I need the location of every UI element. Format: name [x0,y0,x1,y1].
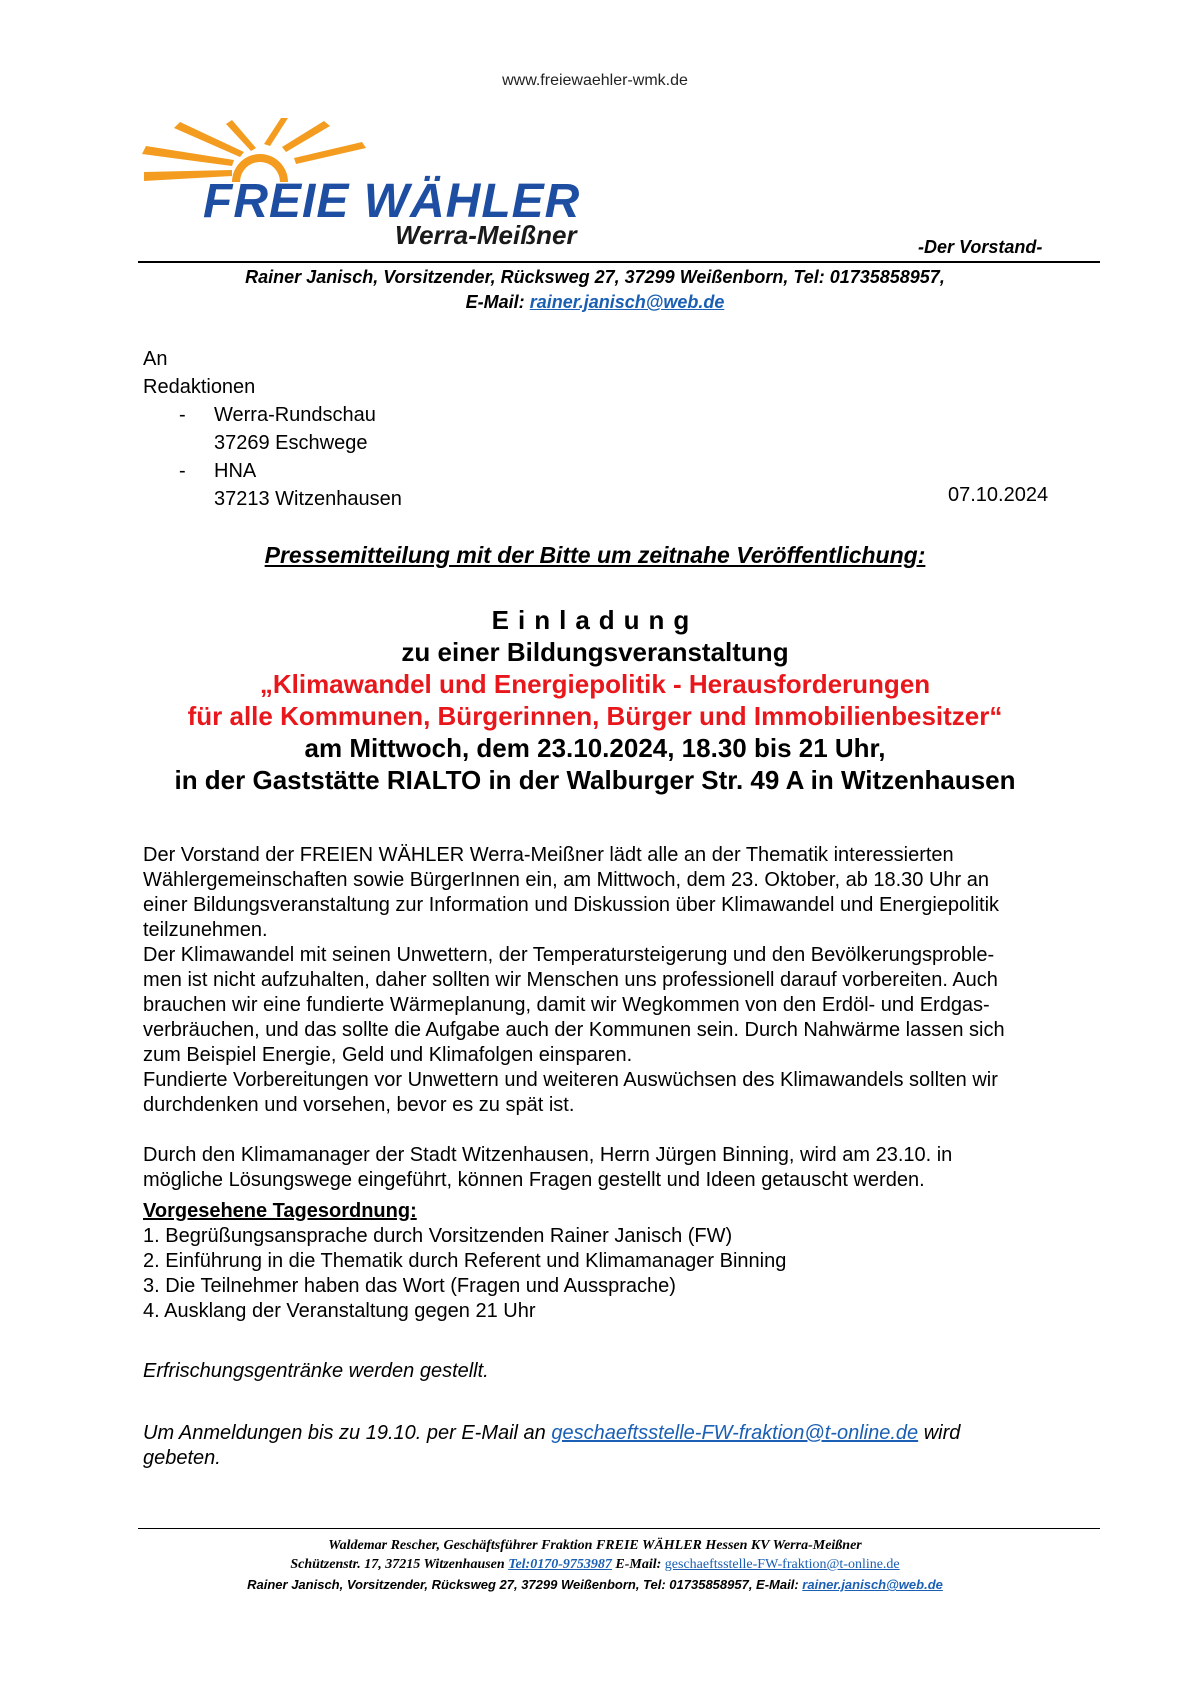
freie-waehler-logo [140,118,620,248]
agenda-heading: Vorgesehene Tagesordnung: [143,1200,417,1222]
footer-line-3 [0,1577,1190,1592]
invitation-heading: Einladung [491,605,699,635]
text-line: Durch den Klimamanager der Stadt Witzenhausen, Herrn Jürgen Binning, wird am 23.10. in [143,1144,953,1166]
recipient-name: Werra-Rundschau [214,404,376,426]
press-release-heading: Pressemitteilung mit der Bitte um zeitnahe Veröffentlichung: [264,542,926,568]
logo-title: FREIE WÄHLER [203,175,581,228]
text-line: Der Klimawandel mit seinen Unwettern, der Temperatursteigerung und den Bevölkerungsproble- [143,944,995,966]
agenda-item: 2. Einführung in die Thematik durch Referent und Klimamanager Binning [143,1250,787,1272]
text-line: men ist nicht aufzuhalten, daher sollten wir Menschen uns professionell darauf vorbereiten. Auch [143,969,998,991]
event-date-line: am Mittwoch, dem 23.10.2024, 18.30 bis 21 Uhr, [304,733,886,763]
recipients-block [143,345,1063,513]
registration-email-link[interactable]: geschaeftsstelle-FW-fraktion@t-online.de [551,1422,919,1444]
recipient-city-row [143,429,1063,457]
agenda-list [143,1224,1103,1324]
footer-email-label: E-Mail: [615,1557,662,1572]
footer-contact-email-link[interactable]: rainer.janisch@web.de [802,1577,943,1592]
logo-subtitle: Werra-Meißner [395,220,577,250]
registration-prefix: Um Anmeldungen bis zu 19.10. per E-Mail an [143,1422,546,1444]
text-line: einer Bildungsveranstaltung zur Information und Diskussion über Klimawandel und Energiepolitik [143,894,1000,916]
recipient-item [143,401,1063,429]
topic-title-line2: für alle Kommunen, Bürgerinnen, Bürger und Immobilienbesitzer“ [187,701,1003,731]
registration-line-2: gebeten. [143,1447,221,1469]
recipient-item [143,457,1063,485]
header-divider [138,261,1100,263]
header-email-label: E-Mail: [465,292,525,312]
footer-contact-text: Rainer Janisch, Vorsitzender, Rücksweg 27, 37299 Weißenborn, Tel: 01735858957, E-Mail: [247,1577,799,1592]
header-contact-line: Rainer Janisch, Vorsitzender, Rücksweg 27, 37299 Weißenborn, Tel: 01735858957, [245,267,945,287]
footer-address: Schützenstr. 17, 37215 Witzenhausen [290,1557,505,1572]
body-paragraph-2 [143,1143,1103,1193]
text-line: Wählergemeinschaften sowie BürgerInnen ein, am Mittwoch, dem 23. Oktober, ab 18.30 Uhr an [143,869,990,891]
body-paragraph-1 [143,843,1103,1118]
recipient-to: An [143,348,168,370]
agenda-item: 3. Die Teilnehmer haben das Wort (Fragen und Aussprache) [143,1275,676,1297]
recipient-city-row [143,485,1063,513]
registration-line [143,1421,1103,1446]
text-line: zum Beispiel Energie, Geld und Klimafolgen einsparen. [143,1044,633,1066]
agenda-item: 4. Ausklang der Veranstaltung gegen 21 Uhr [143,1300,536,1322]
footer-divider [138,1528,1100,1529]
footer-line-1: Waldemar Rescher, Geschäftsführer Fraktion FREIE WÄHLER Hessen KV Werra-Meißner [328,1538,862,1553]
board-label: -Der Vorstand- [918,237,1043,257]
footer-email-link[interactable]: geschaeftsstelle-FW-fraktion@t-online.de [664,1557,900,1572]
text-line: Der Vorstand der FREIEN WÄHLER Werra-Meißner lädt alle an der Thematik interessierten [143,844,954,866]
text-line: durchdenken und vorsehen, bevor es zu spät ist. [143,1094,575,1116]
text-line: mögliche Lösungswege eingeführt, können Fragen gestellt und Ideen getauscht werden. [143,1169,925,1191]
text-line: verbräuchen, und das sollte die Aufgabe auch der Kommunen sein. Durch Nahwärme lassen sich [143,1019,1005,1041]
registration-suffix: wird [923,1422,961,1444]
agenda-item: 1. Begrüßungsansprache durch Vorsitzenden Rainer Janisch (FW) [143,1225,733,1247]
footer-tel-link[interactable]: Tel:0170-9753987 [508,1557,612,1572]
registration-note [143,1421,1103,1471]
refreshments-note: Erfrischungsgentränke werden gestellt. [143,1360,489,1382]
recipient-city: 37269 Eschwege [214,432,368,454]
list-dash: - [179,460,186,482]
text-line: brauchen wir eine fundierte Wärmeplanung, damit wir Wegkommen von den Erdöl- und Erdgas- [143,994,990,1016]
topic-title-line1: „Klimawandel und Energiepolitik - Herausforderungen [259,669,931,699]
footer-line-2 [0,1557,1190,1573]
list-dash: - [179,404,186,426]
event-location-line: in der Gaststätte RIALTO in der Walburger Str. 49 A in Witzenhausen [174,765,1016,795]
recipient-group: Redaktionen [143,376,256,398]
header-email-line [0,292,1190,313]
document-date: 07.10.2024 [948,484,1049,506]
site-url: www.freiewaehler-wmk.de [502,72,688,89]
text-line: Fundierte Vorbereitungen vor Unwettern und weiteren Auswüchsen des Klimawandels sollten wir [143,1069,998,1091]
recipient-city: 37213 Witzenhausen [214,488,402,510]
text-line: teilzunehmen. [143,919,268,941]
header-email-link[interactable]: rainer.janisch@web.de [529,292,725,312]
invitation-subtitle: zu einer Bildungsveranstaltung [401,637,789,667]
recipient-name: HNA [214,460,257,482]
